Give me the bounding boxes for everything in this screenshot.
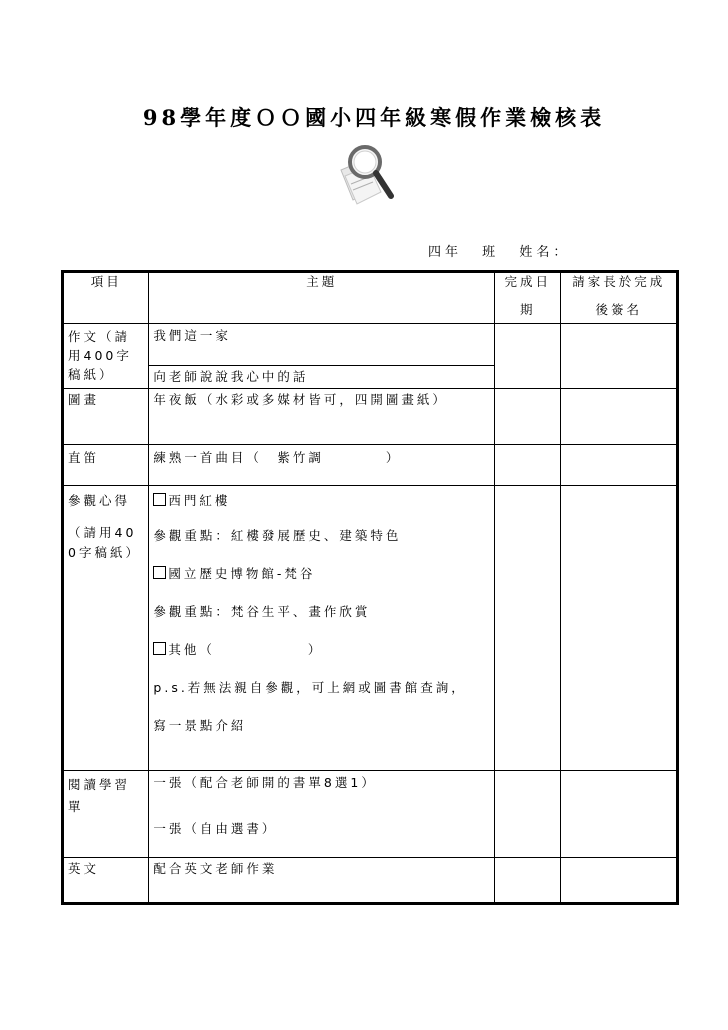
reading-category: 閱讀學習單 — [63, 771, 149, 858]
composition-category: 作文（請用400字稿紙） — [63, 324, 149, 389]
reading-topic-2: 一張（自由選書） — [153, 821, 278, 836]
visit-ps-1: p.s.若無法親自參觀，可上網或圖書館查詢， — [153, 680, 467, 695]
visit-sign-cell[interactable] — [561, 486, 678, 771]
composition-topic-1: 我們這一家 — [149, 324, 495, 366]
checkbox-icon[interactable] — [153, 493, 166, 506]
checklist-table — [61, 270, 679, 905]
reading-topic-1: 一張（配合老師開的書單8選1） — [153, 775, 377, 790]
visit-topics — [149, 486, 495, 771]
table-row — [63, 858, 678, 904]
reading-sign-cell[interactable] — [561, 771, 678, 858]
visit-option-3 — [153, 641, 490, 659]
header-topic: 主題 — [149, 272, 495, 324]
header-parent-sign — [561, 272, 678, 324]
composition-date-cell[interactable] — [495, 324, 561, 389]
grade-label: 四年 — [428, 245, 463, 260]
english-sign-cell[interactable] — [561, 858, 678, 904]
student-info-line — [428, 241, 582, 260]
visit-option-2 — [153, 565, 490, 583]
table-row — [63, 324, 678, 366]
header-completion-date-line2: 期 — [519, 302, 536, 317]
table-row — [63, 486, 678, 771]
header-item: 項目 — [63, 272, 149, 324]
flute-topic: 練熟一首曲目（ 紫竹調 ） — [149, 445, 495, 486]
flute-date-cell[interactable] — [495, 445, 561, 486]
magnifier-icon — [335, 140, 401, 210]
header-parent-sign-line2: 後簽名 — [595, 302, 642, 317]
flute-category: 直笛 — [63, 445, 149, 486]
header-parent-sign-line1: 請家長於完成 — [572, 274, 666, 289]
visit-option-2-label: 國立歷史博物館-梵谷 — [168, 566, 316, 581]
class-label: 班 — [482, 245, 500, 260]
drawing-topic: 年夜飯（水彩或多媒材皆可，四開圖畫紙） — [149, 389, 495, 445]
english-date-cell[interactable] — [495, 858, 561, 904]
drawing-category: 圖畫 — [63, 389, 149, 445]
drawing-sign-cell[interactable] — [561, 389, 678, 445]
visit-category-line2: （請用400字稿紙） — [68, 525, 141, 560]
header-row — [63, 272, 678, 324]
visit-option-3-label: 其他（ ） — [168, 642, 324, 657]
checkbox-icon[interactable] — [153, 642, 166, 655]
visit-ps-2: 寫一景點介紹 — [153, 718, 247, 733]
drawing-date-cell[interactable] — [495, 389, 561, 445]
name-label: 姓名： — [519, 245, 571, 260]
visit-option-1 — [153, 492, 490, 510]
table-row — [63, 389, 678, 445]
page-title: 98學年度ＯＯ國小四年級寒假作業檢核表 — [142, 105, 606, 130]
english-topic: 配合英文老師作業 — [149, 858, 495, 904]
composition-topic-2: 向老師說說我心中的話 — [149, 366, 495, 389]
english-category: 英文 — [63, 858, 149, 904]
visit-focus-2: 參觀重點：梵谷生平、畫作欣賞 — [153, 604, 371, 619]
table-row — [63, 445, 678, 486]
header-completion-date-line1: 完成日 — [504, 274, 551, 289]
visit-category — [63, 486, 149, 771]
flute-sign-cell[interactable] — [561, 445, 678, 486]
visit-option-1-label: 西門紅樓 — [168, 493, 231, 508]
reading-topics — [149, 771, 495, 858]
reading-date-cell[interactable] — [495, 771, 561, 858]
checkbox-icon[interactable] — [153, 566, 166, 579]
header-completion-date — [495, 272, 561, 324]
table-row — [63, 771, 678, 858]
visit-focus-1: 參觀重點：紅樓發展歷史、建築特色 — [153, 528, 402, 543]
composition-sign-cell[interactable] — [561, 324, 678, 389]
visit-date-cell[interactable] — [495, 486, 561, 771]
visit-category-line1: 參觀心得 — [68, 493, 131, 508]
